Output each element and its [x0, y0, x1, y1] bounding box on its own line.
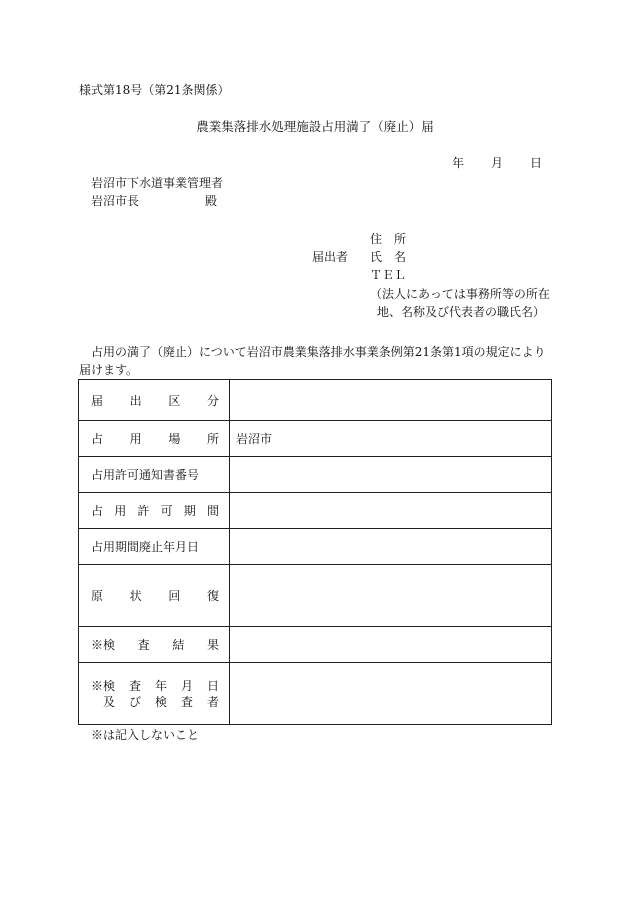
abolition-date-field[interactable] — [230, 529, 552, 565]
occupancy-location-field[interactable]: 岩沼市 — [230, 421, 552, 457]
row-label-inspection-date-inspector: ※検 査 年 月 日 及 び 検 査 者 — [79, 663, 230, 725]
date-line — [452, 155, 542, 171]
form-title: 農業集落排水処理施設占用満了（廃止）届 — [196, 119, 434, 134]
row-label-permit-number: 占用許可通知書番号 — [79, 457, 230, 493]
table-row — [79, 663, 552, 725]
row-label-restoration: 原 状 回 復 — [79, 565, 230, 627]
row-label-inspection-result: ※検 査 結 果 — [79, 627, 230, 663]
permit-number-field[interactable] — [230, 457, 552, 493]
addressee-honorific: 殿 — [205, 194, 218, 208]
footnote: ※は記入しないこと — [91, 728, 200, 742]
row-label-permit-period: 占 用 許 可 期 間 — [79, 493, 230, 529]
table-row — [79, 380, 552, 421]
detail-table — [78, 379, 552, 725]
table-row — [79, 565, 552, 627]
permit-period-field[interactable] — [230, 493, 552, 529]
addressee-mayor: 岩沼市長 — [91, 194, 140, 208]
table-row — [79, 421, 552, 457]
tel-label: ＴＥＬ — [370, 268, 407, 282]
body-text: 占用の満了（廃止）について岩沼市農業集落排水事業条例第21条第1項の規定により届けます。 — [79, 345, 546, 377]
corporate-note-line-1: （法人にあっては事務所等の所在 — [370, 287, 550, 301]
name-label: 氏 名 — [370, 250, 406, 264]
inspection-result-field[interactable] — [230, 627, 552, 663]
table-row — [79, 457, 552, 493]
year-label: 年 — [452, 156, 465, 170]
addressee-line-2 — [91, 193, 218, 209]
addressee-line-1: 岩沼市下水道事業管理者 — [91, 176, 224, 190]
table-row — [79, 627, 552, 663]
inspection-date-inspector-field[interactable] — [230, 663, 552, 725]
month-label: 月 — [490, 156, 503, 170]
table-row — [79, 493, 552, 529]
corporate-note-line-2: 地、名称及び代表者の職氏名） — [377, 305, 546, 319]
form-number: 様式第18号（第21条関係） — [79, 83, 230, 97]
row-label-occupancy-location: 占 用 場 所 — [79, 421, 230, 457]
day-label: 日 — [529, 156, 542, 170]
restoration-field[interactable] — [230, 565, 552, 627]
row-label-abolition-date: 占用期間廃止年月日 — [79, 529, 230, 565]
applicant-label: 届出者 — [312, 250, 349, 264]
row-label-notification-type: 届 出 区 分 — [79, 380, 230, 421]
table-row — [79, 529, 552, 565]
notification-type-field[interactable] — [230, 380, 552, 421]
address-label: 住 所 — [370, 232, 406, 246]
